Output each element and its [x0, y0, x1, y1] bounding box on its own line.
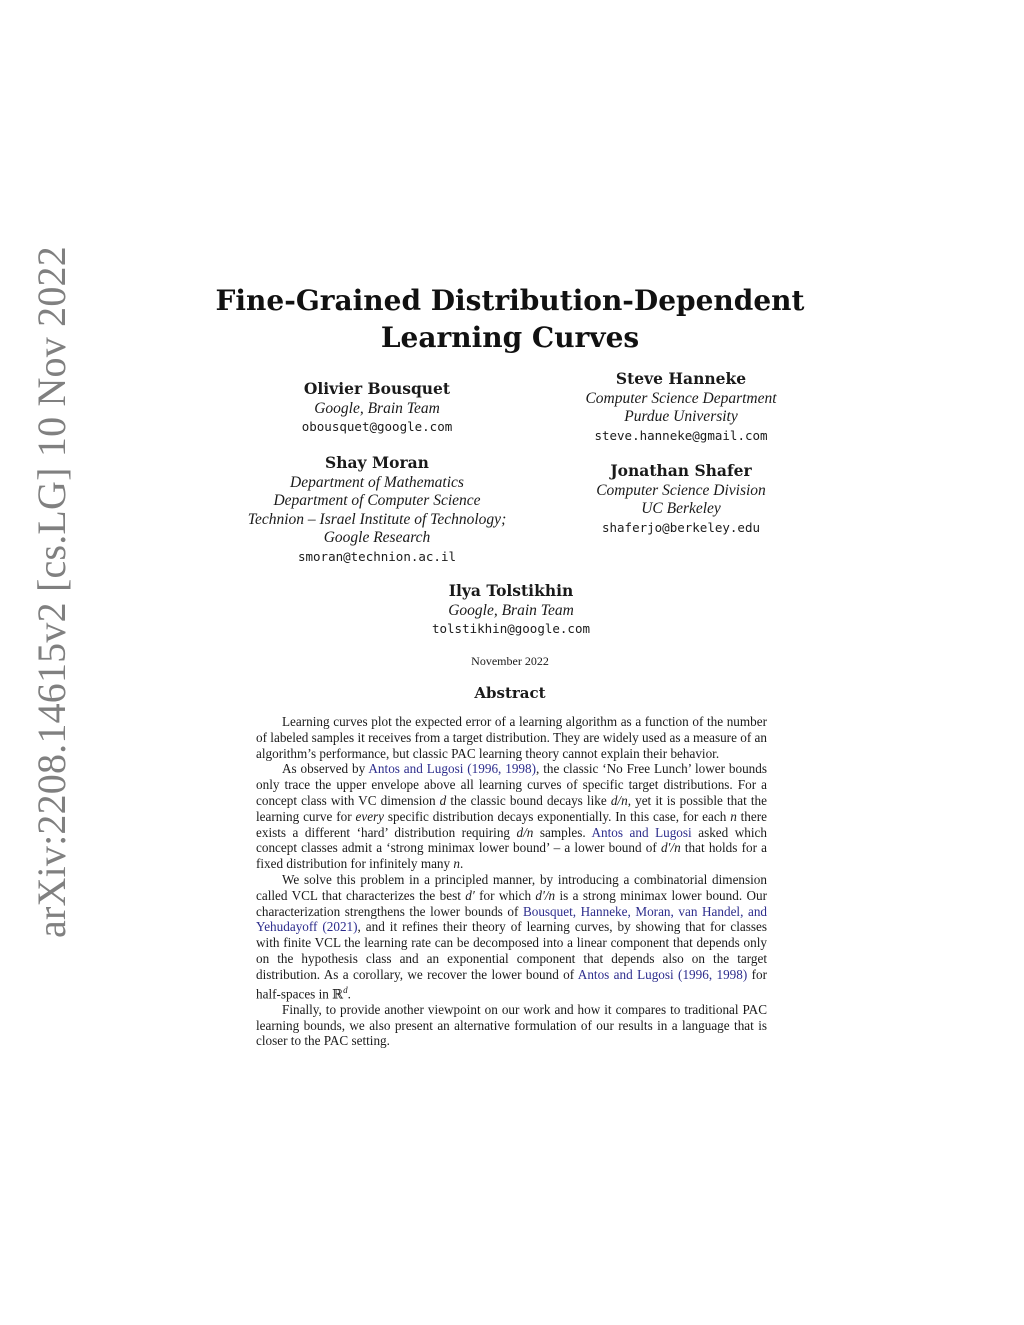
- abstract-body: [256, 714, 767, 1049]
- paper-title-line-1: Fine-Grained Distribution-Dependent: [215, 284, 805, 317]
- author-name: Olivier Bousquet: [303, 379, 451, 398]
- math-variable: d′: [465, 887, 475, 903]
- paper-title-line-2: Learning Curves: [380, 321, 640, 354]
- author-block-tolstikhin: [411, 582, 611, 639]
- author-affiliation: Google, Brain Team: [448, 601, 574, 619]
- abstract-paragraph-3: [256, 872, 767, 1002]
- text-span: for half-spaces in: [256, 966, 767, 1001]
- text-span: , and it refines their theory of learning curves, by showing that for classes with finite VCL the learning rate can be decomposed into a linear component that depends only on the hypothesis class and an exponential component that depends also on the target distribution. As a corollary, we recover the lower bound of: [256, 919, 767, 982]
- author-affiliation: Google Research: [323, 529, 431, 546]
- math-expression: d′/n: [535, 887, 556, 903]
- citation-link[interactable]: Antos and Lugosi: [591, 824, 692, 840]
- author-affiliation: Department of Mathematics: [290, 473, 464, 491]
- text-span: We solve this problem in a principled manner, by introducing a combinatorial dimension called VCL that characterizes the best: [256, 871, 767, 903]
- citation-link[interactable]: Bousquet, Hanneke, Moran, van Handel, and Yehudayoff (2021): [256, 903, 768, 935]
- author-affiliation: Computer Science Department: [585, 389, 777, 407]
- author-name: Steve Hanneke: [615, 369, 747, 388]
- math-superscript: d: [343, 984, 348, 995]
- text-span: , the classic ‘No Free Lunch’ lower bounds only trace the upper envelope above all learning curves of specific target distributions. For a concept class with VC dimension: [256, 761, 767, 808]
- publication-date: November 2022: [471, 654, 549, 668]
- author-block-hanneke: [566, 370, 796, 445]
- text-span: the classic bound decays like: [446, 792, 611, 808]
- text-span: that holds for a fixed distribution for infinitely many: [256, 840, 767, 872]
- math-variable: n: [453, 856, 461, 872]
- author-email[interactable]: shaferjo@berkeley.edu: [601, 519, 761, 535]
- abstract-paragraph-2: [256, 761, 767, 872]
- author-email[interactable]: tolstikhin@google.com: [431, 621, 591, 636]
- abstract-paragraph-4: Finally, to provide another viewpoint on our work and how it compares to traditional PAC learning bounds, we also present an alternative formulation of our results in a language that is closer to the PAC setting.: [256, 1001, 767, 1049]
- text-span: is a strong minimax lower bound. Our characterization strengthens the lower bounds of: [256, 887, 767, 919]
- author-email[interactable]: obousquet@google.com: [301, 419, 453, 434]
- author-affiliation: Technion – Israel Institute of Technology;: [247, 510, 507, 528]
- author-block-moran: [226, 454, 528, 566]
- text-span: for which: [474, 887, 536, 903]
- abstract-heading: Abstract: [474, 684, 546, 702]
- text-span: As observed by: [282, 761, 369, 777]
- author-block-bousquet: [286, 380, 468, 437]
- text-span: .: [460, 856, 464, 872]
- emphasis-text: every: [355, 808, 385, 824]
- author-affiliation: Department of Computer Science: [273, 492, 481, 509]
- arxiv-identifier-stamp: arXiv:2208.14615v2 [cs.LG] 10 Nov 2022: [29, 246, 74, 938]
- author-affiliation: Computer Science Division: [596, 481, 766, 499]
- text-span: .: [347, 985, 351, 1001]
- text-span: asked which concept classes admit a ‘strong minimax lower bound’ – a lower bound of: [256, 824, 767, 856]
- text-span: there exists a different ‘hard’ distribution requiring: [256, 808, 768, 840]
- author-email[interactable]: smoran@technion.ac.il: [297, 548, 457, 564]
- text-span: specific distribution decays exponentially. In this case, for each: [384, 808, 731, 824]
- author-affiliation: Google, Brain Team: [314, 399, 440, 417]
- abstract-paragraph-1: Learning curves plot the expected error of a learning algorithm as a function of the number of labeled samples it receives from a target distribution. They are widely used as a measure of an algorithm’s performance, but classic PAC learning theory cannot explain their behavior.: [256, 714, 767, 761]
- author-affiliation: Purdue University: [624, 408, 738, 425]
- citation-link[interactable]: Antos and Lugosi (1996, 1998): [577, 966, 748, 982]
- author-name: Ilya Tolstikhin: [448, 581, 574, 600]
- author-block-shafer: [576, 462, 786, 537]
- author-email[interactable]: steve.hanneke@gmail.com: [594, 427, 768, 443]
- math-variable: d: [439, 792, 447, 808]
- math-variable: n: [730, 808, 737, 824]
- text-span: , yet it is possible that the learning curve for: [256, 792, 767, 824]
- author-affiliation: UC Berkeley: [641, 500, 721, 517]
- math-expression: d/n: [516, 824, 534, 840]
- author-name: Jonathan Shafer: [610, 461, 752, 480]
- math-expression: d/n: [610, 792, 628, 808]
- math-symbol-reals: ℝ: [332, 985, 344, 1001]
- author-name: Shay Moran: [325, 453, 429, 472]
- citation-link[interactable]: Antos and Lugosi (1996, 1998): [368, 761, 536, 777]
- text-span: samples.: [533, 824, 592, 840]
- math-expression: d′/n: [660, 840, 681, 856]
- paper-title: [200, 282, 820, 356]
